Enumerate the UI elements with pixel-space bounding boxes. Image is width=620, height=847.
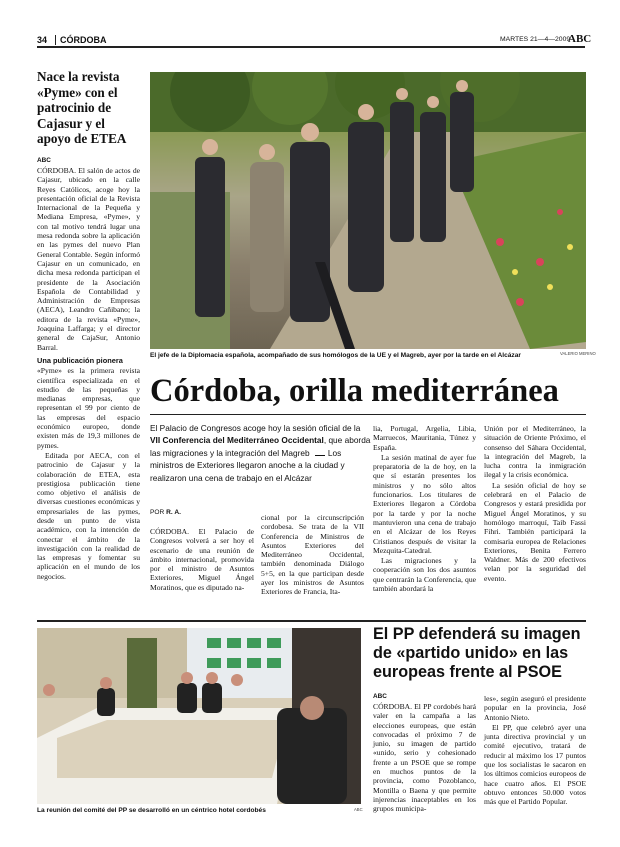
byline-name: R. A. [166, 509, 181, 516]
pp-col2-text-a: les», según aseguró el presidente popular en la provincia, José Antonio Nieto. [484, 694, 586, 722]
headline-rule [150, 414, 586, 415]
lead-text-c: Los ministros de Exteriores llegaron anoche a la ciudad y realizaron una cena de trabajo en el Alcázar [150, 447, 345, 483]
main-col3-text-c: Las migraciones y la cooperación son los dos asuntos que centrarán la Conferencia, que también abordará la [373, 556, 476, 594]
main-col-3 [373, 424, 476, 594]
main-col3-text-a: lia, Portugal, Argelia, Libia, Marruecos, Mauritania, Túnez y España. [373, 424, 476, 452]
main-col-4 [484, 424, 586, 584]
lead-bullet [315, 455, 325, 456]
main-photo-scene [150, 72, 586, 349]
bottom-photo [37, 628, 361, 804]
bottom-photo-credit: ABC [354, 807, 363, 812]
main-col3-text-b: La sesión matinal de ayer fue preparatoria de la de hoy, en la que sí estarán presentes los ministros y no sólo altos funcionarios. Los titulares de Exteriores llegaron a Córdoba por la tarde y por la noche mantuvieron una cena de trabajo en el Alcázar de los Reyes Cristianos después de visitar la Mezquita-Catedral. [373, 452, 476, 555]
side-paragraph-3: Editada por AECA, con el patrocinio de Cajasur y la colaboración de ETEA, esta prestigiosa publicación tiene como objetivo el análisis de diversas cuestiones económicas y empresariales de las pymes, desde un punto de vista académico, con la intención de conectar el ámbito de la investigación con la realidad de las empresas y fomentar su aplicación en el mundo de los negocios. [37, 450, 140, 581]
byline-label: POR [150, 509, 165, 516]
pp-headline: El PP defenderá su imagen de «partido unido» en las europeas frente al PSOE [373, 625, 581, 682]
side-paragraph-1: CÓRDOBA. El salón de actos de Cajasur, ubicado en la calle Reyes Católicos, acoge hoy la presentación oficial de la Revista Internacional de la Pequeña y Mediana Empresa, «Pyme», y con tal motivo tendrá lugar una mesa redonda sobre la aplicación en las pymes del nuevo Plan General Contable. Según informó Cajasur en un comunicado, en dicha mesa redonda participan el presidente de la Asociación Española de Contabilidad y Administración de Empresas (AECA), Leandro Cañibano; la editora de la revista «Pyme», Joaquina Laffarga; y el director general de CajaSur, Antonio Barral. [37, 166, 140, 352]
main-col2-text: cional por la circunscripción cordobesa. Se trata de la VII Conferencia de Ministros de Asuntos Exteriores del Mediterráneo Occidental, también denominada Diálogo 5+5, en la que participan desde ayer los ministros de Asuntos Exteriores de Francia, Ita- [261, 513, 364, 597]
pp-col2-text-b: El PP, que celebró ayer una junta directiva provincial y un comité ejecutivo, tratará de reducir al máximo los 17 puntos que los socialistas le sacaron en los últimos comicios europeos de hace cuatro años. El PSOE obtuvo entonces 50.000 votos más que el Partido Popular. [484, 722, 586, 807]
main-col-1 [150, 527, 254, 593]
side-headline: Nace la revista «Pyme» con el patrocinio de Cajasur y el apoyo de ETEA [37, 69, 127, 147]
lead-text-a: El Palacio de Congresos acoge hoy la sesión oficial de la [150, 423, 361, 433]
main-photo-credit: VALERIO MERINO [560, 351, 596, 356]
section-name: CÓRDOBA [60, 35, 107, 45]
main-photo-caption: El jefe de la Diplomacia española, acompañado de sus homólogos de la UE y el Magreb, ayer por la tarde en el Alcázar [150, 352, 521, 359]
abc-logo: ABC [568, 33, 592, 45]
main-byline [150, 509, 181, 516]
page-number: 34 [37, 35, 48, 45]
lead-bold: VII Conferencia del Mediterráneo Occidental [150, 435, 324, 446]
pp-col-1 [373, 702, 476, 815]
pp-col-2 [484, 694, 586, 808]
section-rule [37, 620, 586, 622]
bottom-photo-scene [37, 628, 361, 804]
bottom-photo-caption: La reunión del comité del PP se desarrolló en un céntrico hotel cordobés [37, 807, 266, 814]
main-headline: Córdoba, orilla mediterránea [150, 373, 559, 409]
side-body [37, 166, 140, 582]
main-col4-text-a: Unión por el Mediterráneo, la situación de Oriente Próximo, el consenso del Sáhara Occidental, la integración del Magreb, la lucha contra la inmigración ilegal y la crisis económica. [484, 424, 586, 480]
side-paragraph-2: «Pyme» es la primera revista científica especializada en el estudio de las pequeñas y medianas empresas, que representan el 99 por ciento de las empresas del espacio económico europeo, donde existen más de 19,3 millones de pymes. [37, 366, 140, 450]
main-photo [150, 72, 586, 349]
side-byline: ABC [37, 157, 51, 164]
lead-text-b: , que aborda las migraciones y la integración del Magreb [150, 435, 371, 458]
pp-col1-text: CÓRDOBA. El PP cordobés hará valer en la campaña a las elecciones europeas, que están convocadas el próximo 7 de junio, su imagen de partido «unido, serio y cohesionado frente a un PSOE que se rompe en muchos puntos de la provincia, como Pozoblanco, Montilla o Baena y que permite injerencias inaceptables en los grupos municipa- [373, 702, 476, 814]
pp-byline: ABC [373, 693, 387, 700]
main-lead [150, 422, 372, 484]
main-col-2 [261, 513, 364, 598]
main-col4-text-b: La sesión oficial de hoy se celebrará en el Palacio de Congresos y estará presidida por Miguel Ángel Moratinos, y su homólogo marroquí, Taib Fassi Fihri. También participará la comisaria europea de Relaciones Exteriores, Benita Ferrero Waldner. Más de 200 efectivos velan por la seguridad del evento. [484, 480, 586, 583]
side-subhead: Una publicación pionera [37, 355, 123, 365]
header-divider [55, 35, 56, 45]
issue-date: MARTES 21—4—2009 [500, 36, 571, 43]
header-rule [37, 46, 585, 48]
main-col1-text: CÓRDOBA. El Palacio de Congresos volverá a ser hoy el escenario de una reunión de ámbito internacional, promovida por el ministro de Asuntos Exteriores, Miguel Ángel Moratinos, que es diputado na- [150, 527, 254, 592]
